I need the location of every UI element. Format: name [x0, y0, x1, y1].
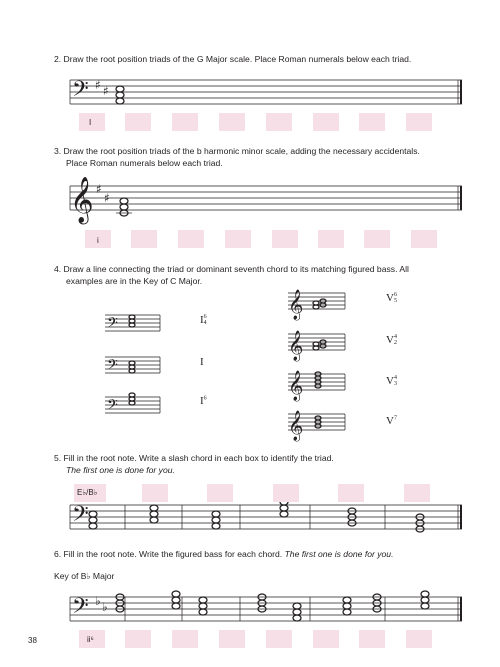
- q2-answer-box-1[interactable]: [79, 113, 105, 131]
- q3-chord: [116, 198, 132, 216]
- q3-answer-box-5[interactable]: [272, 230, 298, 248]
- q5-answer-box-6[interactable]: [404, 484, 430, 502]
- q6-answer-box-2[interactable]: [125, 630, 151, 648]
- q6-chord-2: [172, 591, 180, 609]
- q3-answer-box-7[interactable]: [364, 230, 390, 248]
- q3-instruction-1: 3. Draw the root position triads of the b harmonic minor scale, adding the necessary accidentals.: [54, 146, 420, 156]
- q6-answer-box-7[interactable]: [359, 630, 385, 648]
- q4-left-label-2: I: [200, 356, 204, 368]
- q3-treble-clef: 𝄞: [70, 177, 94, 223]
- q4-left-chord-3: [129, 393, 135, 405]
- q5-answer-box-5[interactable]: [338, 484, 364, 502]
- q6-answer-box-3[interactable]: [172, 630, 198, 648]
- q6-key-sig-2: ♭: [102, 600, 108, 614]
- q5-bass-clef: 𝄢: [72, 502, 89, 532]
- q6-bass-clef: 𝄢: [72, 594, 89, 624]
- q4-right-chord-1: [313, 299, 326, 309]
- q4-bass-clef-2: 𝄢: [107, 357, 118, 377]
- q6-chord-3: [199, 597, 207, 615]
- q3-instruction-2: Place Roman numerals below each triad.: [66, 158, 223, 168]
- q6-answer-box-4[interactable]: [219, 630, 245, 648]
- q2-instruction: 2. Draw the root position triads of the G Major scale. Place Roman numerals below each triad.: [54, 54, 412, 64]
- q4-treble-clef-2: 𝄞: [288, 331, 304, 361]
- q4-treble-clef-3: 𝄞: [288, 371, 304, 401]
- q2-answer-box-7[interactable]: [359, 113, 385, 131]
- q2-key-sig: ♯: [95, 78, 101, 92]
- q2-answer-box-4[interactable]: [219, 113, 245, 131]
- q2-key-sig-2: ♯: [103, 84, 109, 98]
- q4-right-chord-3: [315, 372, 321, 388]
- q5-staff-lines: [70, 505, 462, 529]
- q4-left-label-3: $I^6$: [200, 395, 207, 407]
- q2-answer-box-3[interactable]: [172, 113, 198, 131]
- q5-answer-box-3[interactable]: [207, 484, 233, 502]
- q2-answer-text: I: [89, 118, 92, 127]
- q5-answer-text: E♭/B♭: [77, 488, 98, 497]
- q2-answer-box-6[interactable]: [313, 113, 339, 131]
- q3-key-sig-2: ♯: [104, 191, 110, 205]
- q3-answer-text: i: [97, 236, 99, 245]
- q5-instruction-2: The first one is done for you.: [66, 465, 175, 475]
- q4-treble-clef-4: 𝄞: [288, 411, 304, 441]
- q2-answer-box-5[interactable]: [266, 113, 292, 131]
- q4-instruction-1: 4. Draw a line connecting the triad or dominant seventh chord to its matching figured bass. All: [54, 264, 409, 274]
- q6-answer-box-8[interactable]: [406, 630, 432, 648]
- q4-right-label-1: V6 5: [386, 292, 397, 305]
- q5-chord-1: [89, 511, 97, 529]
- q6-answer-box-5[interactable]: [266, 630, 292, 648]
- q4-left-chord-1: [129, 315, 135, 327]
- q2-bass-clef: 𝄢: [72, 77, 89, 107]
- q5-chord-2: [150, 505, 158, 523]
- q4-right-chord-2: [313, 340, 326, 350]
- q4-right-label-3: V4 3: [386, 375, 397, 388]
- q6-key-sig: ♭: [95, 594, 101, 608]
- q4-right-label-4: $V^7$: [386, 415, 397, 427]
- q2-answer-box-8[interactable]: [406, 113, 432, 131]
- q4-treble-clef-1: 𝄞: [288, 290, 304, 320]
- q2-chord: [116, 86, 124, 104]
- q6-instruction: 6. Fill in the root note. Write the figured bass for each chord. The first one is done for you.: [54, 549, 394, 559]
- q3-key-sig: ♯: [96, 182, 102, 196]
- q2-answer-box-2[interactable]: [125, 113, 151, 131]
- q6-chord-5: [293, 603, 301, 621]
- q6-answer-box-6[interactable]: [313, 630, 339, 648]
- q3-answer-box-8[interactable]: [411, 230, 437, 248]
- q6-key-label: Key of B♭ Major: [54, 571, 115, 581]
- q3-answer-box-2[interactable]: [131, 230, 157, 248]
- q6-chord-6: [343, 597, 351, 615]
- q4-instruction-2: examples are in the Key of C Major.: [66, 276, 203, 286]
- q4-left-label-1: I6 4: [200, 314, 207, 327]
- q3-answer-box-3[interactable]: [178, 230, 204, 248]
- q4-bass-clef-3: 𝄢: [107, 397, 118, 417]
- q3-answer-box-6[interactable]: [318, 230, 344, 248]
- q4-bass-clef-1: 𝄢: [107, 315, 118, 335]
- q5-answer-box-4[interactable]: [273, 484, 299, 502]
- q3-staff-lines: [70, 186, 462, 210]
- q5-chord-3: [212, 511, 220, 529]
- q4-left-chord-2: [129, 361, 135, 373]
- q6-chord-8: [421, 591, 429, 609]
- page-number: 38: [28, 636, 37, 645]
- q3-answer-box-4[interactable]: [225, 230, 251, 248]
- q5-answer-box-2[interactable]: [142, 484, 168, 502]
- q2-staff-lines: [70, 80, 462, 104]
- q4-right-label-2: V4 2: [386, 334, 397, 347]
- q6-answer-text: ii⁶: [87, 635, 94, 644]
- q5-instruction-1: 5. Fill in the root note. Write a slash chord in each box to identify the triad.: [54, 453, 334, 463]
